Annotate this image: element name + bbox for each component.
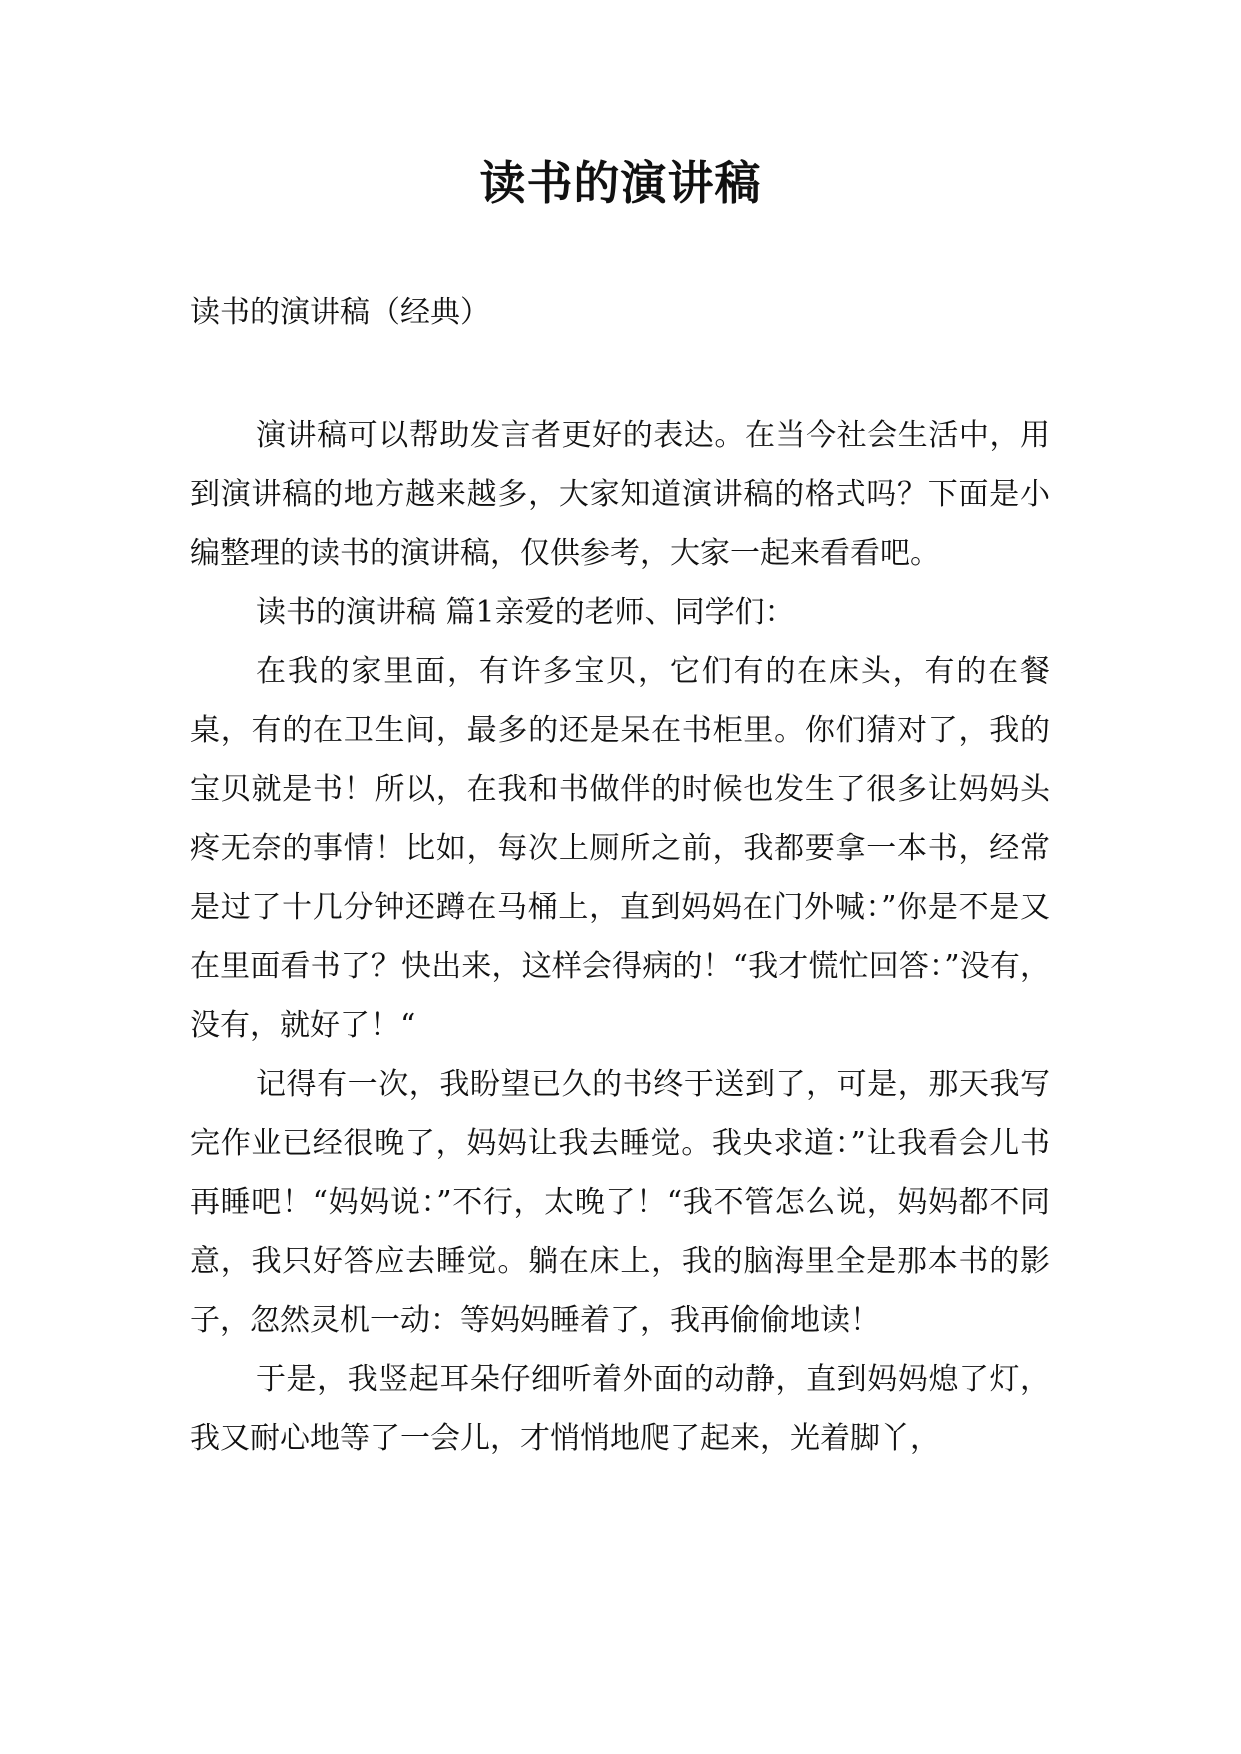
document-body (190, 406, 1050, 1468)
paragraph-greeting: 读书的演讲稿 篇1亲爱的老师、同学们： (256, 595, 795, 630)
page-title: 读书的演讲稿 (479, 156, 762, 210)
paragraph-secret-reading: 于是，我竖起耳朵仔细听着外面的动静，直到妈妈熄了灯，我又耐心地等了一会儿，才悄悄地爬了起来，光着脚丫， (190, 1362, 1050, 1456)
paragraph-treasures: 在我的家里面，有许多宝贝，它们有的在床头，有的在餐桌，有的在卫生间，最多的还是呆在书柜里。你们猜对了，我的宝贝就是书！所以，在我和书做伴的时候也发生了很多让妈妈头疼无奈的事情！比如，每次上厕所之前，我都要拿一本书，经常是过了十几分钟还蹲在马桶上，直到妈妈在门外喊：”你是不是又在里面看书了？快出来，这样会得病的！“我才慌忙回答：”没有，没有，就好了！“ (190, 654, 1050, 1043)
paragraph-intro: 演讲稿可以帮助发言者更好的表达。在当今社会生活中，用到演讲稿的地方越来越多，大家知道演讲稿的格式吗？下面是小编整理的读书的演讲稿，仅供参考，大家一起来看看吧。 (190, 418, 1050, 571)
document-subtitle: 读书的演讲稿（经典） (190, 295, 490, 330)
paragraph-night-book: 记得有一次，我盼望已久的书终于送到了，可是，那天我写完作业已经很晚了，妈妈让我去睡觉。我央求道：”让我看会儿书再睡吧！“妈妈说：”不行，太晚了！“我不管怎么说，妈妈都不同意，我只好答应去睡觉。躺在床上，我的脑海里全是那本书的影子，忽然灵机一动：等妈妈睡着了，我再偷偷地读！ (190, 1067, 1050, 1338)
